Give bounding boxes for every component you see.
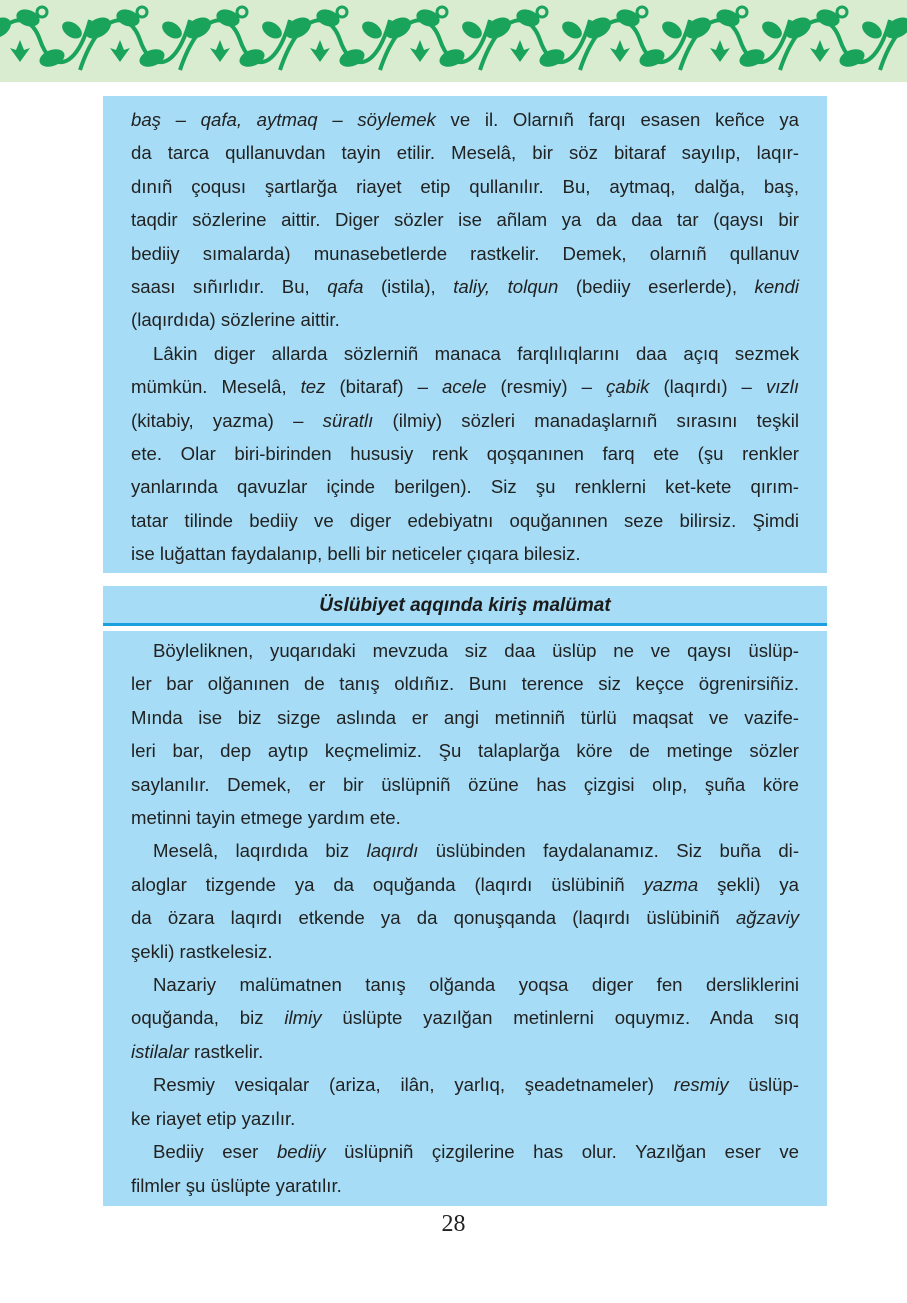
text-line: ke riayet etip yazılır. — [131, 1107, 296, 1129]
section-heading: Üslübiyet aqqında kiriş malümat — [103, 586, 827, 626]
paragraph-4 — [131, 834, 799, 968]
text-line: bediiy sımalarda) munasebetlerde rastkelir. Demek, olarnıñ qullanuv — [131, 242, 799, 264]
text-line: metinni tayin etmege yardım ete. — [131, 807, 401, 829]
text-line: aloglar tizgende ya da oquğanda (laqırdı üslübiniñ yazma şekli) ya — [131, 873, 800, 895]
paragraph-1 — [131, 103, 799, 337]
text-line: (laqırdıda) sözlerine aittir. — [131, 309, 340, 331]
paragraph-6 — [131, 1068, 799, 1135]
text-line: istilalar rastkelir. — [131, 1040, 264, 1062]
text-line: Mında ise biz sizge aslında er angi metinniñ türlü maqsat ve vazife- — [131, 706, 799, 728]
text-line: oquğanda, biz ilmiy üslüpte yazılğan metinlerni oquymız. Anda sıq — [131, 1007, 800, 1029]
text-box-bottom — [103, 631, 827, 1206]
paragraph-3 — [131, 634, 799, 834]
text-line: da tarca qullanuvdan tayin etilir. Meselâ, bir söz bitaraf sayılıp, laqır- — [131, 142, 799, 164]
text-line: Böyleliknen, yuqarıdaki mevzuda siz daa üslüp ne ve qaysı üslüp- — [153, 640, 799, 661]
page-number: 28 — [441, 1211, 466, 1237]
text-line: saylanılır. Demek, er bir üslüpniñ özüne has çizgisi olıp, şuña köre — [131, 773, 799, 795]
text-line: dınıñ çoqusı şartlarğa riayet etip qullanılır. Bu, aytmaq, dalğa, baş, — [131, 175, 799, 197]
text-line: Lâkin diger allarda sözlerniñ manaca farqlılıqlarını daa açıq sezmek — [153, 342, 799, 364]
text-line: mümkün. Meselâ, tez (bitaraf) – acele (resmiy) – çabik (laqırdı) – vızlı — [131, 376, 799, 398]
text-line: ete. Olar biri-birinden hususiy renk qoşqanınen farq ete (şu renkler — [131, 443, 799, 465]
text-line: Resmiy vesiqalar (ariza, ilân, yarlıq, şeadetnameler) resmiy üslüp- — [153, 1074, 799, 1096]
text-line: Nazariy malümatnen tanış olğanda yoqsa diger fen dersliklerini — [153, 974, 799, 996]
text-line: şekli) rastkelesiz. — [131, 940, 273, 962]
text-line: baş – qafa, aytmaq – söylemek ve il. Olarnıñ farqı esasen keñce ya — [131, 109, 799, 130]
text-line: da özara laqırdı etkende ya da qonuşqanda (laqırdı üslübiniñ ağzaviy — [131, 907, 799, 929]
text-line: Meselâ, laqırdıda biz laqırdı üslübinden faydalanamız. Siz buña di- — [153, 840, 800, 862]
text-line: (kitabiy, yazma) – süratlı (ilmiy) sözleri manadaşlarnıñ sırasını teşkil — [131, 409, 799, 431]
text-line: leri bar, dep aytıp keçmelimiz. Şu talaplarğa köre de metinge sözler — [131, 740, 799, 762]
text-line: filmler şu üslüpte yaratılır. — [131, 1174, 342, 1196]
text-line: yanlarında qavuzlar içinde berilgen). Siz şu renklerni ket-kete qırım- — [131, 476, 799, 498]
floral-ornament-banner — [0, 0, 907, 82]
text-line: taqdir sözlerine aittir. Diger sözler ise añlam ya da daa tar (qaysı bir — [131, 209, 799, 231]
floral-ornament-icon — [0, 0, 907, 82]
text-line: ise luğattan faydalanıp, belli bir neticeler çıqara bilesiz. — [131, 543, 581, 565]
text-line: saası sıñırlıdır. Bu, qafa (istila), taliy, tolqun (bediiy eserlerde), kendi — [131, 276, 799, 298]
text-box-top — [103, 96, 827, 573]
paragraph-7 — [131, 1135, 799, 1202]
paragraph-5 — [131, 968, 799, 1068]
text-line: Bediiy eser bediiy üslüpniñ çizgilerine has olur. Yazılğan eser ve — [153, 1141, 799, 1163]
text-line: ler bar olğanınen de tanış oldıñız. Bunı terence siz keçce ögrenirsiñiz. — [131, 673, 799, 695]
text-line: tatar tilinde bediiy ve diger edebiyatnı oquğanınen seze bilirsiz. Şimdi — [131, 509, 799, 531]
paragraph-2 — [131, 337, 799, 571]
